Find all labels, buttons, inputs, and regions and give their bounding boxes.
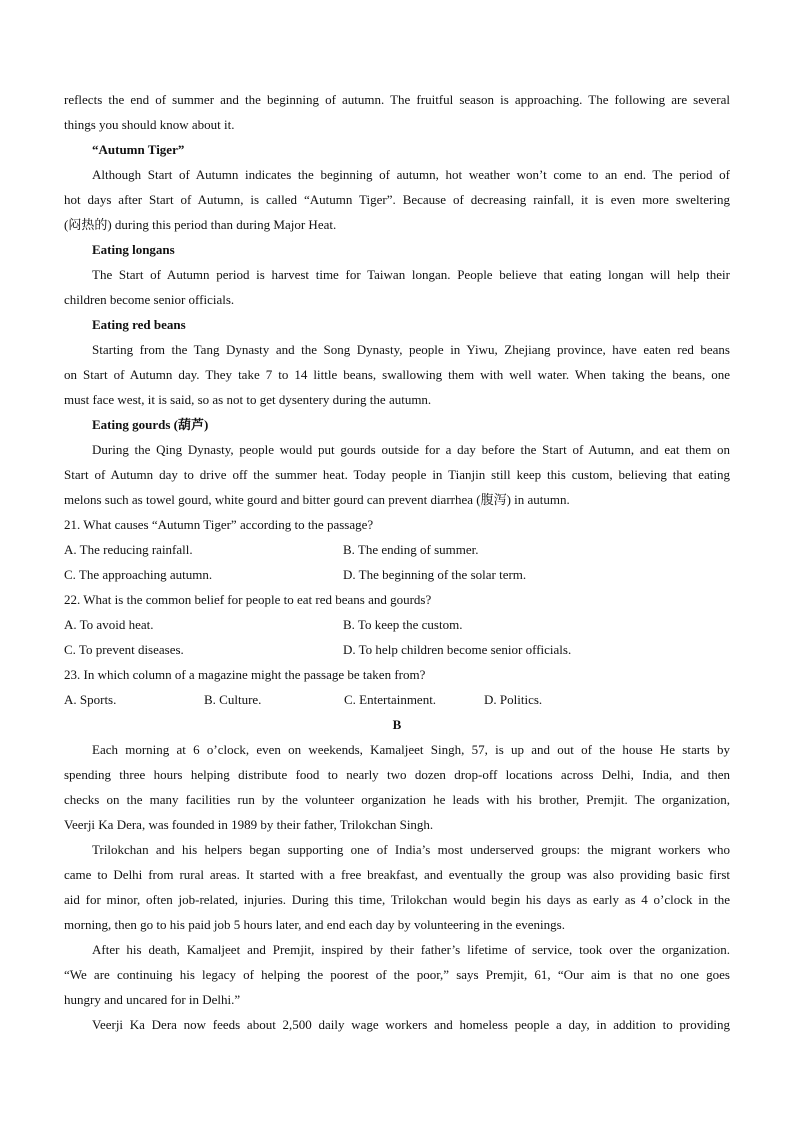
question-stem-21: 21. What causes “Autumn Tiger” according to the passage?: [64, 517, 374, 532]
section-heading-eating-gourds: Eating gourds (葫芦): [92, 417, 209, 432]
answer-option-b[interactable]: B. Culture.: [204, 692, 262, 707]
answer-option-b[interactable]: B. To keep the custom.: [343, 617, 463, 632]
paragraph-line: came to Delhi from rural areas. It started with a free breakfast, and eventually the group was also providing basic first: [64, 867, 730, 882]
answer-option-c[interactable]: C. Entertainment.: [344, 692, 437, 707]
paragraph-line: During the Qing Dynasty, people would put gourds outside for a day before the Start of Autumn, and eat them on: [92, 442, 730, 457]
section-heading-eating-red-beans: Eating red beans: [92, 317, 186, 332]
question-options-row: [64, 537, 730, 562]
paragraph-line: After his death, Kamaljeet and Premjit, inspired by their father’s lifetime of service, took over the organization.: [92, 942, 730, 957]
answer-option-c[interactable]: C. The approaching autumn.: [64, 567, 213, 582]
paragraph-line: spending three hours helping distribute food to nearly two dozen drop-off locations across Delhi, India, and then: [64, 767, 730, 782]
paragraph-line: children become senior officials.: [64, 292, 235, 307]
paragraph-line: The Start of Autumn period is harvest time for Taiwan longan. People believe that eating longan will help their: [92, 267, 730, 282]
paragraph-line: Trilokchan and his helpers began supporting one of India’s most underserved groups: the migrant workers who: [92, 842, 730, 857]
answer-option-a[interactable]: A. The reducing rainfall.: [64, 542, 193, 557]
paragraph-line: Veerji Ka Dera now feeds about 2,500 daily wage workers and homeless people a day, in addition to providing: [92, 1017, 730, 1032]
paragraph-line: hungry and uncared for in Delhi.”: [64, 992, 241, 1007]
question-stem-23: 23. In which column of a magazine might the passage be taken from?: [64, 667, 426, 682]
paragraph-line: must face west, it is said, so as not to get dysentery during the autumn.: [64, 392, 432, 407]
paragraph-line: “We are continuing his legacy of helping the poorest of the poor,” says Premjit, 61, “Our aim is that no one goes: [64, 967, 730, 982]
question-stem-22: 22. What is the common belief for people to eat red beans and gourds?: [64, 592, 432, 607]
answer-option-c[interactable]: C. To prevent diseases.: [64, 642, 184, 657]
paragraph-line: hot days after Start of Autumn, is called “Autumn Tiger”. Because of decreasing rainfall, it is even more sweltering: [64, 192, 730, 207]
passage-a-intro-line: reflects the end of summer and the beginning of autumn. The fruitful season is approaching. The following are several: [64, 92, 730, 107]
answer-option-b[interactable]: B. The ending of summer.: [343, 542, 479, 557]
paragraph-line: Although Start of Autumn indicates the beginning of autumn, hot weather won’t come to an end. The period of: [92, 167, 730, 182]
paragraph-line: (闷热的) during this period than during Major Heat.: [64, 217, 337, 232]
paragraph-line: checks on the many facilities run by the volunteer organization he leads with his brother, Premjit. The organization,: [64, 792, 730, 807]
answer-option-a[interactable]: A. To avoid heat.: [64, 617, 154, 632]
question-options-row: [64, 687, 730, 712]
passage-a-intro-line: things you should know about it.: [64, 117, 235, 132]
document-page: [64, 87, 730, 1037]
section-heading-eating-longans: Eating longans: [92, 242, 175, 257]
paragraph-line: on Start of Autumn day. They take 7 to 14 little beans, swallowing them with well water. When taking the beans, one: [64, 367, 730, 382]
paragraph-line: aid for minor, often job-related, injuries. During this time, Trilokchan would begin his days as early as 4 o’clock in the: [64, 892, 730, 907]
passage-b-title: B: [392, 717, 402, 732]
question-options-row: [64, 562, 730, 587]
paragraph-line: Start of Autumn day to drive off the summer heat. Today people in Tianjin still keep this custom, believing that eating: [64, 467, 730, 482]
section-heading-autumn-tiger: “Autumn Tiger”: [92, 142, 185, 157]
paragraph-line: Veerji Ka Dera, was founded in 1989 by their father, Trilokchan Singh.: [64, 817, 434, 832]
paragraph-line: melons such as towel gourd, white gourd and bitter gourd can prevent diarrhea (腹泻) in autumn.: [64, 492, 570, 507]
answer-option-d[interactable]: D. Politics.: [484, 692, 543, 707]
answer-option-d[interactable]: D. The beginning of the solar term.: [343, 567, 527, 582]
paragraph-line: Starting from the Tang Dynasty and the Song Dynasty, people in Yiwu, Zhejiang province, have eaten red beans: [92, 342, 730, 357]
paragraph-line: morning, then go to his paid job 5 hours later, and end each day by volunteering in the evenings.: [64, 917, 565, 932]
answer-option-a[interactable]: A. Sports.: [64, 692, 117, 707]
answer-option-d[interactable]: D. To help children become senior officials.: [343, 642, 572, 657]
question-options-row: [64, 637, 730, 662]
question-options-row: [64, 612, 730, 637]
paragraph-line: Each morning at 6 o’clock, even on weekends, Kamaljeet Singh, 57, is up and out of the house He starts by: [92, 742, 730, 757]
